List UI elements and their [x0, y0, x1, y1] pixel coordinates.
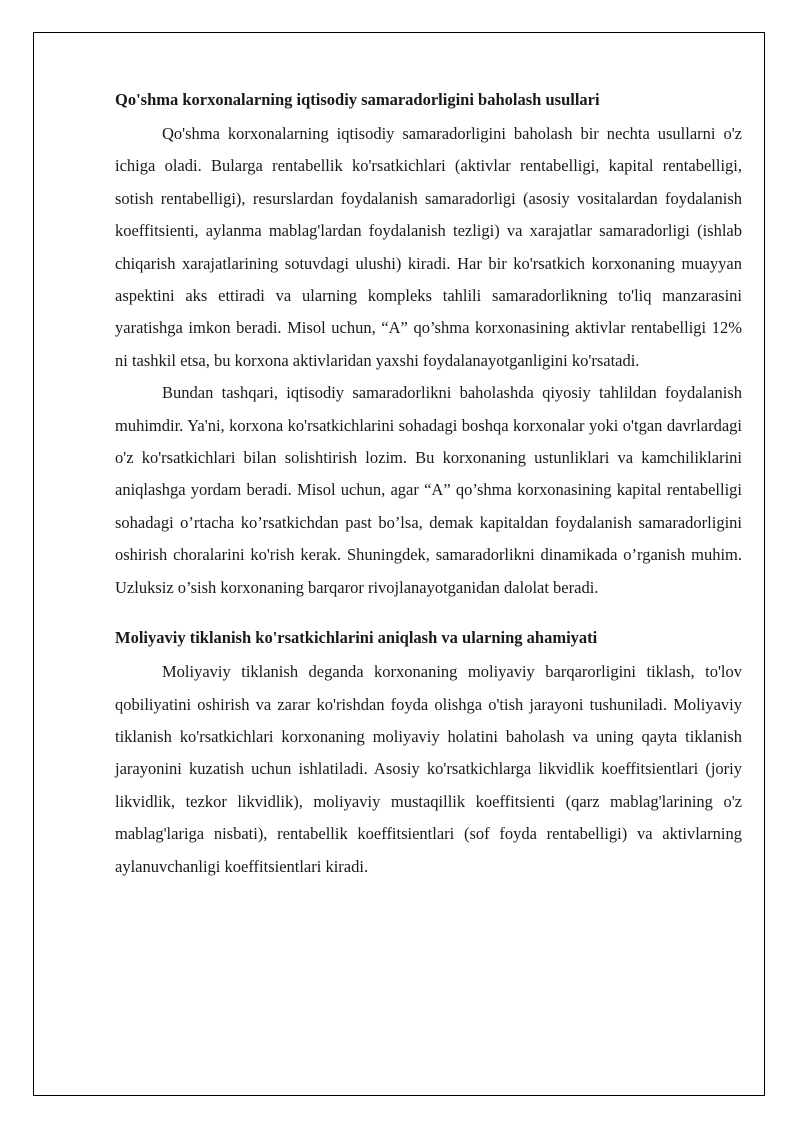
section-heading-efficiency-methods: Qo'shma korxonalarning iqtisodiy samaradorligini baholash usullari — [115, 90, 600, 109]
paragraph-financial-recovery-1: Moliyaviy tiklanish deganda korxonaning moliyaviy barqarorligini tiklash, to'lov qobiliyatini oshirish va zarar ko'rishdan foyda olishga o'tish jarayoni tushuniladi. Moliyaviy tiklanish ko'rsatkichlari korxonaning moliyaviy holatini baholash va uning qayta tiklanish jarayonini kuzatish uchun ishlatiladi. Asosiy ko'rsatkichlarga likvidlik koeffitsientlari (joriy likvidlik, tezkor likvidlik), moliyaviy mustaqillik koeffitsienti (qarz mablag'larining o'z mablag'lariga nisbati), rentabellik koeffitsientlari (sof foyda rentabelligi) va aktivlarning aylanuvchanligi koeffitsientlari kiradi. — [115, 662, 742, 876]
document-body — [115, 86, 742, 883]
paragraph-efficiency-methods-2: Bundan tashqari, iqtisodiy samaradorlikni baholashda qiyosiy tahlildan foydalanish muhimdir. Ya'ni, korxona ko'rsatkichlarini sohadagi boshqa korxonalar yoki o'tgan davrlardagi o'z ko'rsatkichlari bilan solishtirish lozim. Bu korxonaning ustunliklari va kamchiliklarini aniqlashga yordam beradi. Misol uchun, agar “A” qo’shma korxonasining kapital rentabelligi sohadagi o’rtacha ko’rsatkichdan past bo’lsa, demak kapitaldan foydalanish samaradorligini oshirish choralarini ko'rish kerak. Shuningdek, samaradorlikni dinamikada o’rganish muhim. Uzluksiz o’sish korxonaning barqaror rivojlanayotganidan dalolat beradi. — [115, 383, 742, 597]
paragraph-efficiency-methods-1: Qo'shma korxonalarning iqtisodiy samaradorligini baholash bir nechta usullarni o'z ichiga oladi. Bularga rentabellik ko'rsatkichlari (aktivlar rentabelligi, kapital rentabelligi, sotish rentabelligi), resurslardan foydalanish samaradorligi (asosiy vositalardan foydalanish koeffitsienti, aylanma mablag'lardan foydalanish tezligi) va xarajatlar samaradorligi (ishlab chiqarish xarajatlarining sotuvdagi ulushi) kiradi. Har bir ko'rsatkich korxonaning muayyan aspektini aks ettiradi va ularning kompleks tahlili samaradorlikning to'liq manzarasini yaratishga imkon beradi. Misol uchun, “A” qo’shma korxonasining aktivlar rentabelligi 12% ni tashkil etsa, bu korxona aktivlaridan yaxshi foydalanayotganligini ko'rsatadi. — [115, 124, 742, 370]
section-heading-financial-recovery: Moliyaviy tiklanish ko'rsatkichlarini aniqlash va ularning ahamiyati — [115, 628, 598, 648]
